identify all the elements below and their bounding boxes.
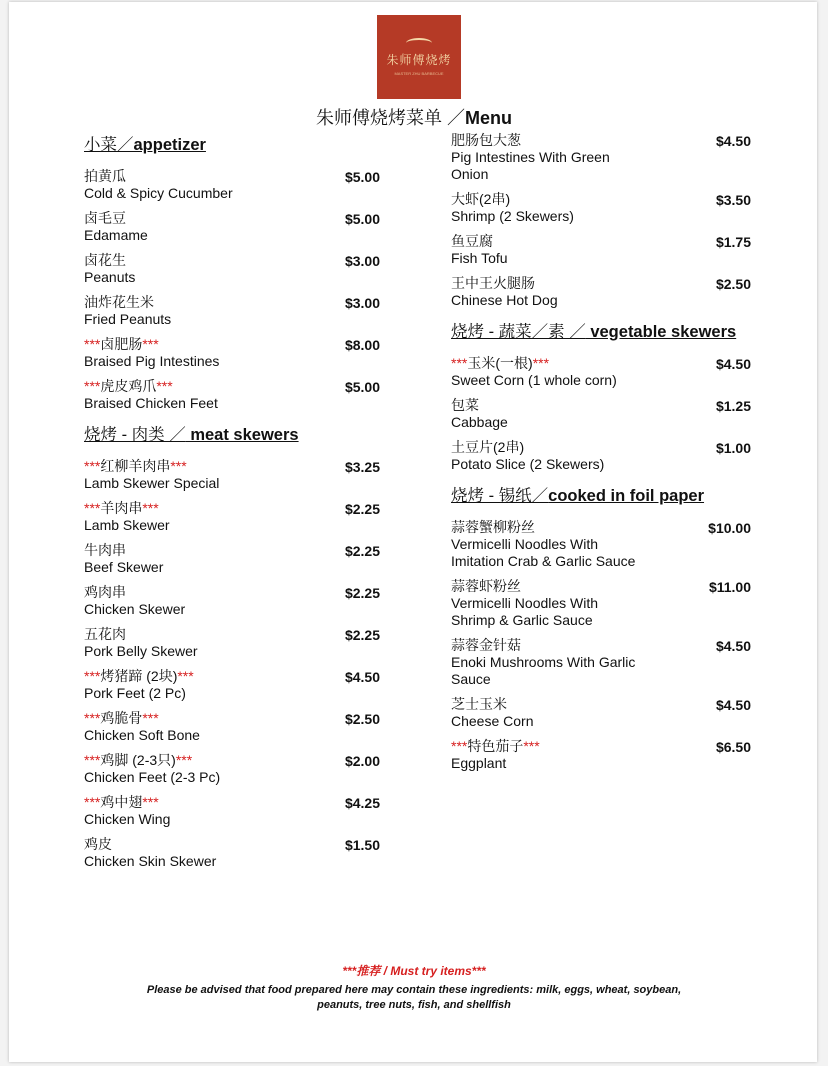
- menu-item-name-en: Chicken Wing: [84, 811, 171, 827]
- menu-item-name-cn: 肥肠包大葱: [451, 132, 521, 148]
- menu-item-price: $2.50: [344, 711, 380, 727]
- menu-item-cn-line: [84, 458, 304, 475]
- section-heading: [84, 134, 380, 156]
- menu-item-names: [451, 275, 641, 309]
- recommend-mark: ***: [170, 458, 187, 474]
- section-heading-cn: 烧烤 - 肉类 ／: [84, 426, 186, 444]
- menu-item-cn-line: [84, 794, 304, 811]
- menu-item-name-cn: 卤花生: [84, 252, 126, 268]
- menu-item-name-cn: 王中王火腿肠: [451, 275, 535, 291]
- menu-item-cn-line: [84, 294, 304, 311]
- restaurant-logo: [377, 15, 461, 99]
- menu-item-name-cn: 虎皮鸡爪: [100, 378, 157, 394]
- menu-item-names: [84, 542, 304, 576]
- menu-item-name-en: Cabbage: [451, 414, 508, 430]
- menu-item-cn-line: [84, 542, 304, 559]
- recommend-mark: ***: [142, 710, 159, 726]
- menu-item-names: [84, 252, 304, 286]
- menu-item-name-en: Braised Pig Intestines: [84, 353, 220, 369]
- menu-item-cn-line: [84, 252, 304, 269]
- menu-item-cn-line: [451, 355, 641, 372]
- recommend-mark: ***: [142, 336, 159, 352]
- menu-item-cn-line: [451, 397, 641, 414]
- menu-item-price: $2.25: [344, 627, 380, 643]
- recommend-mark: ***: [84, 752, 101, 768]
- menu-item-price: $8.00: [344, 337, 380, 353]
- menu-item: [451, 132, 751, 183]
- menu-item-name-en: Beef Skewer: [84, 559, 164, 575]
- menu-item-price: $1.75: [715, 234, 751, 250]
- menu-item-names: [84, 668, 304, 702]
- menu-item: [84, 584, 380, 618]
- menu-item-name-cn: 鸡脆骨: [100, 710, 143, 726]
- menu-item-cn-line: [451, 275, 641, 292]
- menu-item-price: $10.00: [708, 520, 751, 536]
- menu-item-name-en: Fish Tofu: [451, 250, 508, 266]
- menu-item-cn-line: [84, 336, 304, 353]
- menu-item-name-cn: 鸡脚 (2-3只): [100, 752, 176, 768]
- menu-item-cn-line: [84, 210, 304, 227]
- recommend-mark: ***: [451, 738, 468, 754]
- menu-item-name-en: Peanuts: [84, 269, 136, 285]
- recommend-mark: ***: [451, 355, 468, 371]
- menu-item: [451, 439, 751, 473]
- recommend-mark: ***: [84, 500, 101, 516]
- menu-item-price: $2.25: [344, 543, 380, 559]
- menu-item-names: [84, 626, 304, 660]
- recommend-mark: ***: [532, 355, 550, 371]
- menu-item-price: $4.50: [344, 669, 380, 685]
- menu-item-price: $4.50: [715, 356, 751, 372]
- menu-item-name-cn: 蒜蓉虾粉丝: [451, 578, 521, 594]
- menu-item-cn-line: [451, 233, 641, 250]
- menu-footer: [0, 964, 828, 1013]
- section-heading: [451, 321, 751, 343]
- menu-item-name-en: Eggplant: [451, 755, 507, 771]
- menu-item-price: $4.50: [715, 133, 751, 149]
- recommend-mark: ***: [84, 668, 101, 684]
- menu-item: [84, 626, 380, 660]
- menu-item: [84, 168, 380, 202]
- menu-item: [451, 578, 751, 629]
- menu-item-name-cn: 羊肉串: [100, 500, 143, 516]
- menu-item-name-cn: 鱼豆腐: [451, 233, 493, 249]
- logo-text: 朱师傅烧烤: [386, 53, 452, 67]
- menu-item-name-en: Pork Belly Skewer: [84, 643, 198, 659]
- menu-item-name-cn: 油炸花生米: [84, 294, 154, 310]
- menu-item-names: [84, 458, 304, 492]
- menu-item-name-en: Pork Feet (2 Pc): [84, 685, 186, 701]
- menu-item-price: $3.50: [715, 192, 751, 208]
- menu-item-price: $6.50: [715, 739, 751, 755]
- logo-ornament-icon: [406, 38, 432, 48]
- menu-item: [451, 191, 751, 225]
- menu-item-name-cn: 蒜蓉蟹柳粉丝: [451, 519, 535, 535]
- menu-item-name-cn: 大虾(2串): [451, 191, 511, 207]
- recommend-mark: ***: [142, 500, 159, 516]
- menu-item-names: [451, 696, 641, 730]
- menu-item-price: $1.25: [715, 398, 751, 414]
- must-try-note: ***推荐 / Must try items***: [342, 964, 486, 978]
- menu-item-name-cn: 卤肥肠: [100, 336, 143, 352]
- menu-item: [451, 519, 751, 570]
- menu-item-names: [84, 836, 304, 870]
- menu-item-name-en: Lamb Skewer: [84, 517, 170, 533]
- menu-item: [84, 836, 380, 870]
- menu-item-cn-line: [451, 519, 641, 536]
- menu-item-name-en: Vermicelli Noodles With Imitation Crab & Garlic Sauce: [451, 536, 636, 569]
- recommend-mark: ***: [84, 458, 101, 474]
- menu-item-price: $4.50: [715, 697, 751, 713]
- menu-item-name-cn: 鸡中翅: [100, 794, 143, 810]
- menu-item-price: $1.00: [715, 440, 751, 456]
- menu-item-names: [451, 191, 641, 225]
- menu-item-price: $2.25: [344, 501, 380, 517]
- section-heading: [451, 485, 751, 507]
- menu-item-names: [451, 355, 641, 389]
- menu-item-name-en: Edamame: [84, 227, 148, 243]
- menu-item-price: $4.25: [344, 795, 380, 811]
- menu-item-cn-line: [451, 696, 641, 713]
- menu-item-price: $3.25: [344, 459, 380, 475]
- menu-item-names: [84, 710, 304, 744]
- menu-item: [451, 397, 751, 431]
- recommend-mark: ***: [84, 710, 101, 726]
- menu-item-name-en: Lamb Skewer Special: [84, 475, 220, 491]
- section-heading-en: vegetable skewers: [585, 323, 737, 341]
- menu-item-name-en: Enoki Mushrooms With Garlic Sauce: [451, 654, 636, 687]
- menu-item-cn-line: [84, 668, 304, 685]
- menu-item-name-cn: 红柳羊肉串: [100, 458, 171, 474]
- menu-item-cn-line: [451, 738, 641, 755]
- menu-item-names: [451, 578, 641, 629]
- menu-item-price: $1.50: [344, 837, 380, 853]
- menu-item-name-en: Braised Chicken Feet: [84, 395, 218, 411]
- menu-item-names: [84, 336, 304, 370]
- recommend-mark: ***: [84, 378, 101, 394]
- recommend-mark: ***: [156, 378, 173, 394]
- menu-title-cn: 朱师傅烧烤菜单 ／: [315, 108, 465, 128]
- menu-item-cn-line: [84, 626, 304, 643]
- menu-title-en: Menu: [465, 108, 512, 128]
- menu-item-cn-line: [84, 378, 304, 395]
- menu-item-cn-line: [84, 584, 304, 601]
- menu-item-names: [84, 210, 304, 244]
- right-column: [451, 132, 751, 784]
- menu-item-name-en: Cheese Corn: [451, 713, 534, 729]
- menu-item: [84, 710, 380, 744]
- menu-item: [84, 252, 380, 286]
- menu-item: [84, 794, 380, 828]
- menu-item-price: $3.00: [344, 295, 380, 311]
- recommend-mark: ***: [142, 794, 159, 810]
- menu-item: [451, 738, 751, 772]
- allergy-note: Please be advised that food prepared here may contain these ingredients: milk, eggs, wheat, soybean, peanuts, tree nuts, fish, and shellfish: [146, 984, 682, 1011]
- menu-item-name-en: Pig Intestines With Green Onion: [451, 149, 610, 182]
- menu-item-names: [451, 397, 641, 431]
- menu-item-name-en: Cold & Spicy Cucumber: [84, 185, 233, 201]
- menu-item-name-en: Chicken Skin Skewer: [84, 853, 217, 869]
- menu-item-price: $2.50: [715, 276, 751, 292]
- menu-item: [451, 355, 751, 389]
- menu-item: [451, 275, 751, 309]
- menu-item-names: [84, 500, 304, 534]
- section-heading-en: appetizer: [133, 136, 206, 154]
- menu-item-name-en: Chicken Skewer: [84, 601, 186, 617]
- menu-item-name-cn: 烤猪蹄 (2块): [100, 668, 178, 684]
- menu-item-names: [451, 132, 641, 183]
- menu-item-names: [451, 738, 641, 772]
- section-heading-en: meat skewers: [185, 426, 299, 444]
- menu-item-cn-line: [84, 836, 304, 853]
- menu-item-name-cn: 玉米(一根): [467, 355, 533, 371]
- menu-item-name-en: Chicken Soft Bone: [84, 727, 200, 743]
- menu-item-price: $11.00: [708, 579, 751, 595]
- recommend-mark: ***: [84, 336, 101, 352]
- menu-item: [84, 752, 380, 786]
- menu-item-name-cn: 蒜蓉金针菇: [451, 637, 521, 653]
- section-heading-cn: 烧烤 - 锡纸／: [451, 487, 549, 505]
- menu-item-price: $5.00: [344, 379, 380, 395]
- menu-item-price: $3.00: [344, 253, 380, 269]
- menu-item: [84, 542, 380, 576]
- menu-item-name-cn: 鸡肉串: [84, 584, 126, 600]
- menu-item-name-cn: 芝士玉米: [451, 696, 507, 712]
- section-heading-cn: 烧烤 - 蔬菜／素 ／: [451, 323, 586, 341]
- menu-item-cn-line: [451, 191, 641, 208]
- menu-item-name-en: Potato Slice (2 Skewers): [451, 456, 605, 472]
- menu-item: [84, 210, 380, 244]
- menu-item-cn-line: [451, 439, 641, 456]
- recommend-mark: ***: [175, 752, 193, 768]
- menu-item-price: $5.00: [344, 211, 380, 227]
- menu-item-names: [84, 294, 304, 328]
- section-heading-en: cooked in foil paper: [548, 487, 705, 505]
- menu-title: [0, 104, 828, 130]
- menu-item-cn-line: [84, 752, 304, 769]
- menu-item: [84, 378, 380, 412]
- section-heading-cn: 小菜／: [84, 136, 134, 154]
- menu-item-name-en: Shrimp (2 Skewers): [451, 208, 574, 224]
- menu-item-price: $4.50: [715, 638, 751, 654]
- menu-item-name-cn: 包菜: [451, 397, 479, 413]
- menu-item-names: [84, 794, 304, 828]
- menu-item-names: [451, 519, 641, 570]
- menu-item-names: [451, 637, 641, 688]
- menu-item-name-cn: 牛肉串: [84, 542, 126, 558]
- recommend-mark: ***: [177, 668, 194, 684]
- menu-item-name-en: Fried Peanuts: [84, 311, 172, 327]
- section-heading: [84, 424, 380, 446]
- menu-item-cn-line: [451, 637, 641, 654]
- menu-item: [451, 696, 751, 730]
- menu-item-name-cn: 土豆片(2串): [451, 439, 525, 455]
- menu-item-names: [451, 439, 641, 473]
- menu-item: [84, 336, 380, 370]
- menu-item-cn-line: [451, 132, 641, 149]
- menu-item-cn-line: [451, 578, 641, 595]
- menu-item-names: [84, 378, 304, 412]
- menu-item-name-en: Vermicelli Noodles With Shrimp & Garlic Sauce: [451, 595, 599, 628]
- menu-item: [84, 294, 380, 328]
- menu-item-name-cn: 卤毛豆: [84, 210, 126, 226]
- menu-item-name-cn: 鸡皮: [84, 836, 112, 852]
- menu-item-cn-line: [84, 500, 304, 517]
- menu-item-name-cn: 拍黄瓜: [84, 168, 126, 184]
- menu-item: [451, 233, 751, 267]
- menu-item-name-en: Sweet Corn (1 whole corn): [451, 372, 617, 388]
- menu-item-cn-line: [84, 710, 304, 727]
- recommend-mark: ***: [523, 738, 540, 754]
- menu-item: [84, 500, 380, 534]
- menu-item: [451, 637, 751, 688]
- menu-item-names: [84, 752, 304, 786]
- menu-item-names: [84, 584, 304, 618]
- menu-item: [84, 668, 380, 702]
- menu-item-name-cn: 特色茄子: [467, 738, 524, 754]
- recommend-mark: ***: [84, 794, 101, 810]
- menu-item-names: [84, 168, 304, 202]
- menu-item-names: [451, 233, 641, 267]
- menu-item-name-en: Chicken Feet (2-3 Pc): [84, 769, 221, 785]
- menu-item-price: $5.00: [344, 169, 380, 185]
- menu-item-name-en: Chinese Hot Dog: [451, 292, 558, 308]
- menu-item: [84, 458, 380, 492]
- logo-subtext: MASTER ZHU BARBECUE: [394, 71, 444, 76]
- menu-item-cn-line: [84, 168, 304, 185]
- menu-item-price: $2.00: [344, 753, 380, 769]
- left-column: [84, 134, 380, 882]
- menu-item-price: $2.25: [344, 585, 380, 601]
- menu-item-name-cn: 五花肉: [84, 626, 126, 642]
